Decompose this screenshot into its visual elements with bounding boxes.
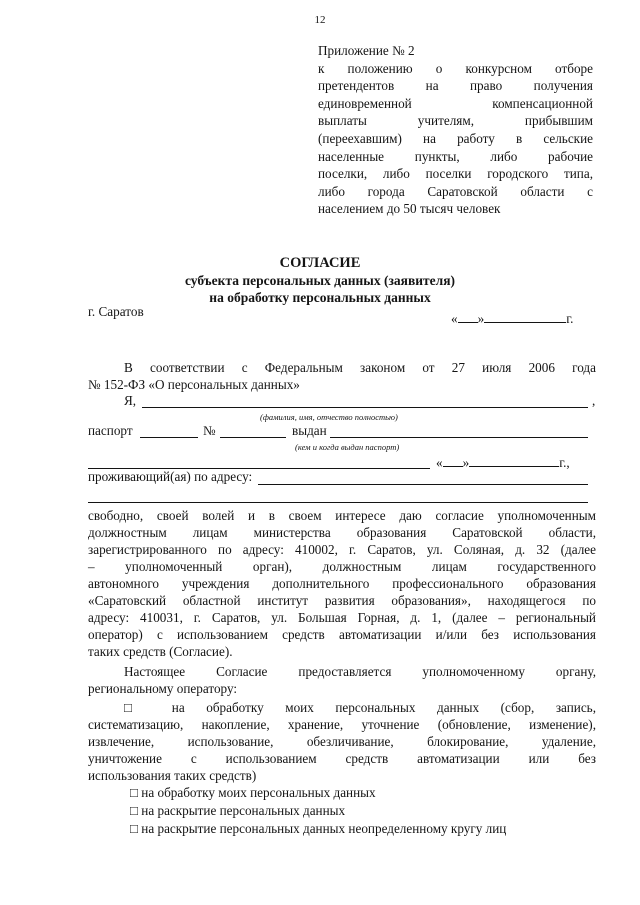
date-month-blank[interactable] [484, 310, 566, 323]
consent-line: «Саратовский областной институт развития образования», находящегося по [88, 593, 596, 608]
consent-line: – уполномоченный орган), должностным лицам государственного [88, 559, 596, 574]
page-number: 12 [314, 14, 326, 26]
appendix-line: поселки, либо поселки городского типа, [318, 166, 593, 182]
consent-line: таких средств (Согласие). [88, 644, 233, 659]
address-line[interactable] [258, 484, 588, 485]
checkbox-processing[interactable]: □ на обработку моих персональных данных [130, 785, 376, 800]
issued-caption: (кем и когда выдан паспорт) [295, 442, 400, 452]
law-paragraph [88, 359, 596, 393]
consent-line: оператор) с использованием средств автоматизации и/или без использования [88, 627, 596, 642]
date-close-quote: » [477, 311, 485, 326]
consent-line: должностным лицам министерства образования Саратовской области, [88, 525, 596, 540]
date-field[interactable] [451, 310, 573, 327]
ya-comma: , [592, 393, 596, 408]
date-open-quote: « [451, 311, 458, 326]
option-line: □ на обработку моих персональных данных (сбор, запись, [124, 700, 596, 715]
law-line: № 152-ФЗ «О персональных данных» [88, 377, 300, 392]
passport-label: паспорт [88, 423, 133, 438]
appendix-line: (переехавшим) на работу в сельские [318, 130, 593, 146]
consent-line: зарегистрированного по адресу: 410002, г. Саратов, ул. Соляная, д. 32 (далее [88, 542, 596, 557]
appendix-line: населенные пункты, либо рабочие [318, 148, 593, 164]
heading-title: СОГЛАСИЕ [279, 255, 361, 271]
option-line: уничтожение с использованием средств автоматизации или без [88, 751, 596, 766]
issue-day-blank[interactable] [443, 454, 463, 467]
provided-line: Настоящее Согласие предоставляется уполномоченному органу, [124, 664, 596, 679]
provided-paragraph [88, 663, 596, 697]
appendix-line: населением до 50 тысяч человек [318, 201, 501, 217]
appendix-line: претендентов на право получения [318, 78, 593, 94]
consent-line: автономного учреждения дополнительного профессионального образования [88, 576, 596, 591]
heading-subtitle: на обработку персональных данных [209, 290, 431, 305]
date-day-blank[interactable] [458, 310, 478, 323]
appendix-line: к положению о конкурсном отборе [318, 60, 593, 76]
appendix-line: единовременной компенсационной [318, 95, 593, 111]
option-line: извлечение, использование, обезличивание, блокирование, удаление, [88, 734, 596, 749]
heading-subtitle: субъекта персональных данных (заявителя) [184, 273, 456, 288]
ya-label: Я, [124, 393, 137, 408]
option-line: использования таких средств) [88, 768, 257, 783]
passport-number-sign: № [203, 423, 216, 438]
option-processing-full[interactable] [88, 699, 596, 784]
checkbox-disclosure-public[interactable]: □ на раскрытие персональных данных неопределенному кругу лиц [130, 821, 507, 836]
date-suffix: г. [566, 311, 574, 326]
checkbox-disclosure[interactable]: □ на раскрытие персональных данных [130, 803, 346, 818]
provided-line: региональному оператору: [88, 681, 238, 696]
date-suffix: г., [559, 455, 570, 470]
residing-label: проживающий(ая) по адресу: [88, 469, 253, 484]
appendix-line: либо города Саратовской области с [318, 183, 593, 199]
city-label: г. Саратов [88, 304, 144, 319]
address-continuation-line[interactable] [88, 502, 588, 503]
consent-paragraph [88, 507, 596, 660]
option-line: систематизацию, накопление, хранение, уточнение (обновление, изменение), [88, 717, 596, 732]
law-line: В соответствии с Федеральным законом от 27 июля 2006 года [124, 360, 596, 375]
date-open-quote: « [436, 455, 443, 470]
fio-input-line[interactable] [142, 407, 588, 408]
appendix-title: Приложение № 2 [318, 43, 415, 58]
passport-series-line[interactable] [140, 437, 198, 438]
consent-line: адресу: 410031, г. Саратов, ул. Большая Горная, д. 1, (далее – региональный [88, 610, 596, 625]
passport-number-line[interactable] [220, 437, 286, 438]
appendix-block [318, 42, 593, 218]
issue-date-field[interactable] [436, 454, 570, 471]
issued-by-line[interactable] [330, 437, 588, 438]
document-heading [0, 255, 640, 306]
issue-month-blank[interactable] [469, 454, 559, 467]
issued-label: выдан [292, 423, 327, 438]
date-close-quote: » [462, 455, 470, 470]
consent-line: свободно, своей волей и в своем интересе даю согласие уполномоченным [88, 508, 596, 523]
fio-caption: (фамилия, имя, отчество полностью) [260, 412, 398, 422]
appendix-line: выплаты учителям, прибывшим [318, 113, 593, 129]
